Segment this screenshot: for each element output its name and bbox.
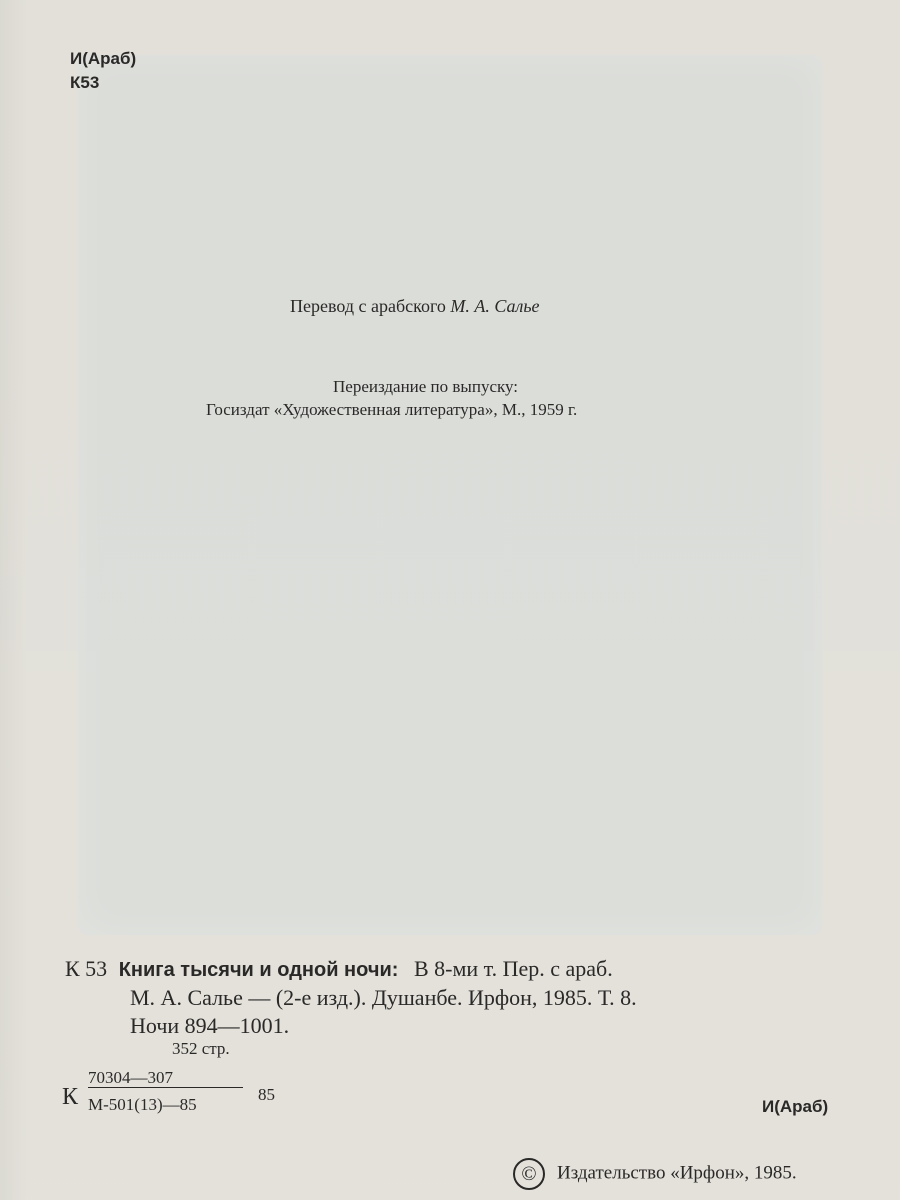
copyright-text: Издательство «Ирфон», 1985.: [557, 1162, 797, 1184]
translator-name: М. А. Салье: [450, 296, 540, 316]
reprint-note-line1: Переиздание по выпуску:: [333, 377, 519, 396]
translation-note: [290, 297, 540, 315]
classification-prefix: К: [62, 1084, 79, 1110]
bottom-right-classification: И(Араб): [762, 1097, 829, 1116]
paper-tint-area: [78, 55, 822, 935]
classification-denominator: М-501(13)—85: [88, 1095, 197, 1114]
classification-top-left-line1: И(Араб): [70, 49, 137, 68]
translation-prefix: Перевод с арабского: [290, 296, 451, 316]
volume-and-translation-info: В 8-ми т. Пер. с араб.: [413, 956, 613, 981]
page-count: 352 стр.: [172, 1039, 230, 1058]
copyright-icon: ©: [513, 1158, 545, 1190]
reprint-note-line2: Госиздат «Художественная литература», М., 1959 г.: [206, 400, 578, 419]
bibliographic-record-line3: Ночи 894—1001.: [130, 1013, 290, 1038]
copyright-line: [513, 1158, 797, 1190]
classification-numerator: 70304—307: [88, 1069, 243, 1088]
classification-top-left-line2: К53: [70, 73, 100, 92]
book-title: Книга тысячи и одной ночи:: [118, 959, 399, 981]
catalog-index: К 53: [65, 956, 108, 981]
classification-suffix: 85: [258, 1085, 275, 1104]
bibliographic-record-line1: [65, 958, 613, 980]
bibliographic-record-line2: М. А. Салье — (2-е изд.). Душанбе. Ирфон, 1985. Т. 8.: [130, 985, 637, 1010]
